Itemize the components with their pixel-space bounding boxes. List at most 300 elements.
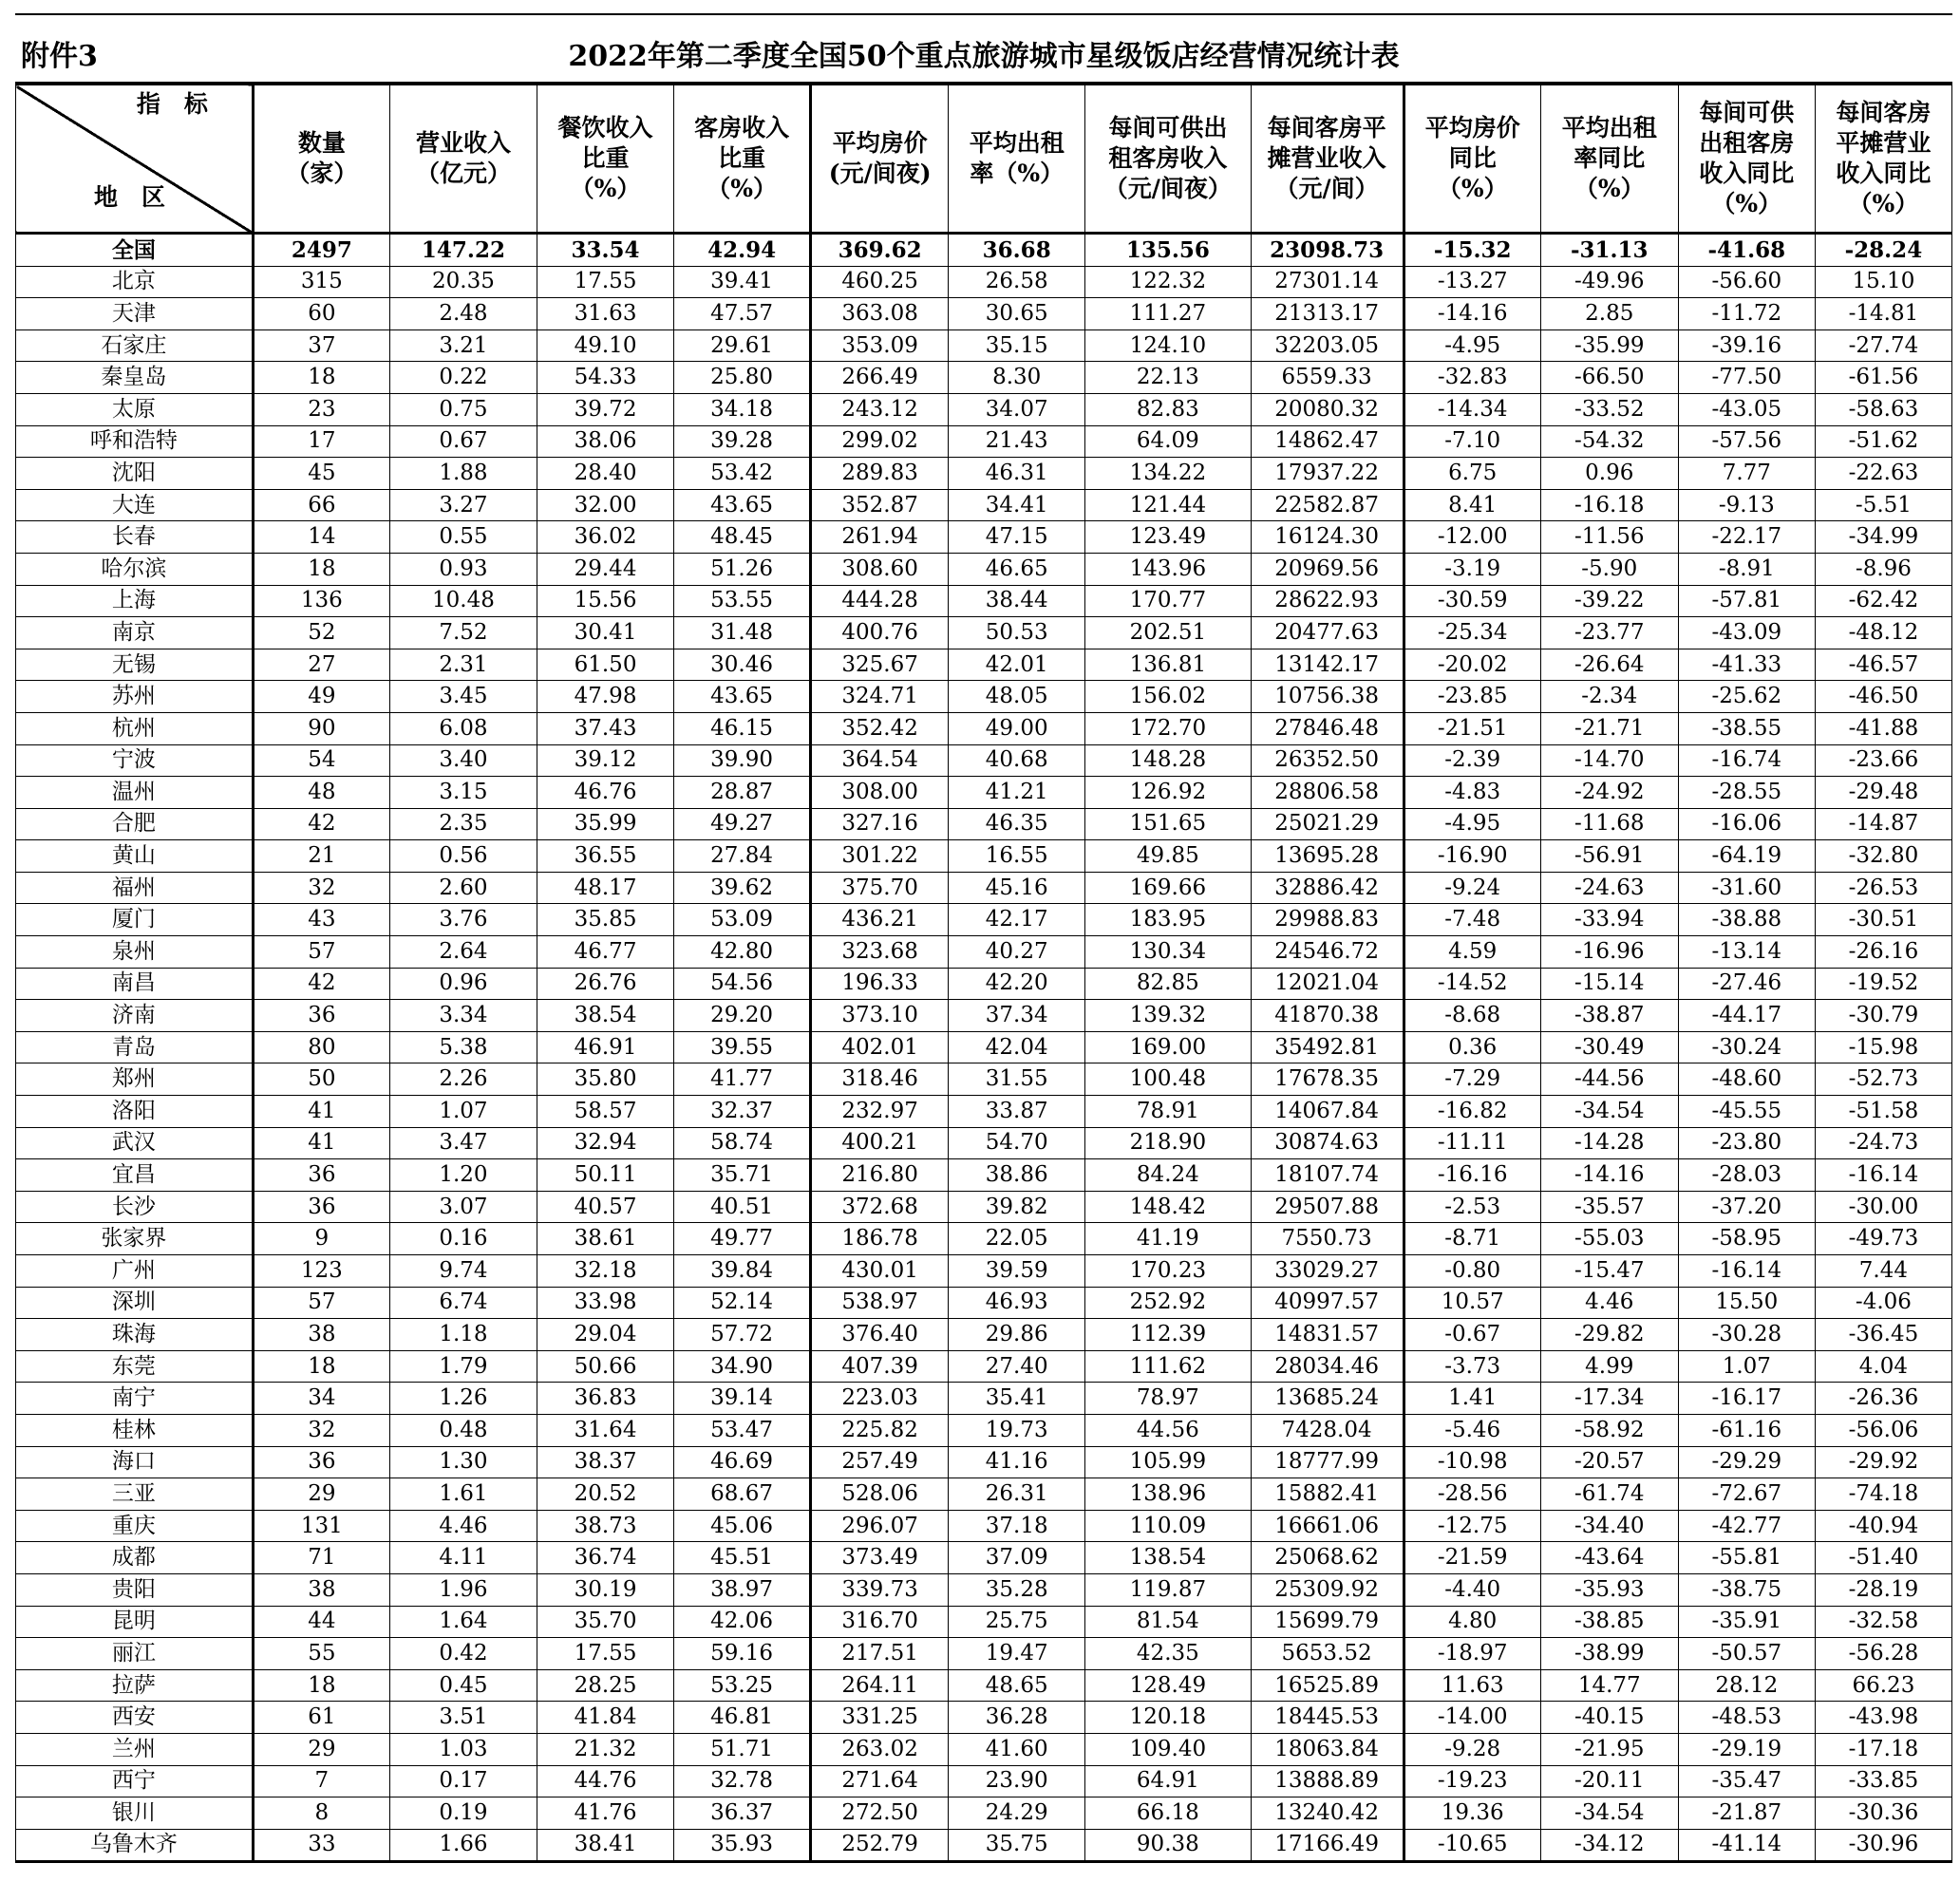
value-cell: 32.00 xyxy=(537,489,674,521)
value-cell: 45.51 xyxy=(674,1542,811,1574)
value-cell: -77.50 xyxy=(1678,362,1815,394)
value-cell: 39.62 xyxy=(674,872,811,904)
value-cell: 51.26 xyxy=(674,553,811,585)
value-cell: -2.53 xyxy=(1404,1191,1540,1223)
value-cell: 216.80 xyxy=(811,1159,949,1192)
value-cell: 15699.79 xyxy=(1251,1606,1404,1638)
table-row xyxy=(16,1191,1952,1223)
value-cell: -30.24 xyxy=(1678,1031,1815,1063)
value-cell: -61.74 xyxy=(1540,1478,1678,1511)
value-cell: 2.60 xyxy=(389,872,537,904)
value-cell: 34.90 xyxy=(674,1350,811,1383)
value-cell: 34.07 xyxy=(949,393,1085,425)
value-cell: 373.49 xyxy=(811,1542,949,1574)
region-cell: 宁波 xyxy=(16,744,254,777)
document-page xyxy=(15,13,1952,1863)
table-row xyxy=(16,1096,1952,1128)
table-row xyxy=(16,585,1952,617)
value-cell: -16.82 xyxy=(1404,1096,1540,1128)
value-cell: 2497 xyxy=(253,234,389,267)
value-cell: 324.71 xyxy=(811,681,949,713)
value-cell: 22.13 xyxy=(1085,362,1251,394)
value-cell: 35.85 xyxy=(537,904,674,936)
value-cell: 31.48 xyxy=(674,617,811,649)
value-cell: 19.47 xyxy=(949,1638,1085,1670)
value-cell: 217.51 xyxy=(811,1638,949,1670)
value-cell: 252.79 xyxy=(811,1829,949,1862)
value-cell: -38.75 xyxy=(1678,1573,1815,1606)
value-cell: 21 xyxy=(253,840,389,873)
value-cell: 1.07 xyxy=(389,1096,537,1128)
table-row xyxy=(16,1638,1952,1670)
region-cell: 成都 xyxy=(16,1542,254,1574)
value-cell: 28.12 xyxy=(1678,1669,1815,1702)
value-cell: 37 xyxy=(253,329,389,362)
value-cell: -0.67 xyxy=(1404,1319,1540,1351)
value-cell: -23.85 xyxy=(1404,681,1540,713)
table-row xyxy=(16,777,1952,809)
value-cell: 78.97 xyxy=(1085,1383,1251,1415)
value-cell: -30.79 xyxy=(1815,1000,1951,1032)
value-cell: 327.16 xyxy=(811,808,949,840)
value-cell: 0.55 xyxy=(389,521,537,554)
value-cell: 90 xyxy=(253,712,389,744)
column-header: 平均出租 率同比 （%） xyxy=(1540,85,1678,234)
value-cell: 36.74 xyxy=(537,1542,674,1574)
value-cell: 31.55 xyxy=(949,1063,1085,1096)
value-cell: 36 xyxy=(253,1000,389,1032)
value-cell: 17166.49 xyxy=(1251,1829,1404,1862)
region-cell: 黄山 xyxy=(16,840,254,873)
value-cell: 84.24 xyxy=(1085,1159,1251,1192)
value-cell: -38.87 xyxy=(1540,1000,1678,1032)
value-cell: 45 xyxy=(253,458,389,490)
table-row xyxy=(16,1383,1952,1415)
value-cell: 41.60 xyxy=(949,1733,1085,1765)
value-cell: 36 xyxy=(253,1191,389,1223)
value-cell: 131 xyxy=(253,1510,389,1542)
value-cell: 38 xyxy=(253,1319,389,1351)
value-cell: -26.16 xyxy=(1815,936,1951,969)
value-cell: 7.52 xyxy=(389,617,537,649)
table-row xyxy=(16,521,1952,554)
value-cell: -15.47 xyxy=(1540,1255,1678,1288)
table-row xyxy=(16,712,1952,744)
region-cell: 南京 xyxy=(16,617,254,649)
value-cell: 42.06 xyxy=(674,1606,811,1638)
value-cell: -48.12 xyxy=(1815,617,1951,649)
value-cell: 38.73 xyxy=(537,1510,674,1542)
value-cell: 186.78 xyxy=(811,1223,949,1255)
value-cell: 38.97 xyxy=(674,1573,811,1606)
value-cell: 19.36 xyxy=(1404,1797,1540,1830)
value-cell: -35.47 xyxy=(1678,1765,1815,1797)
value-cell: -21.59 xyxy=(1404,1542,1540,1574)
value-cell: 18777.99 xyxy=(1251,1446,1404,1478)
value-cell: 27846.48 xyxy=(1251,712,1404,744)
value-cell: 169.00 xyxy=(1085,1031,1251,1063)
region-cell: 丽江 xyxy=(16,1638,254,1670)
value-cell: 2.26 xyxy=(389,1063,537,1096)
value-cell: 39.41 xyxy=(674,266,811,298)
region-cell: 秦皇岛 xyxy=(16,362,254,394)
value-cell: -24.63 xyxy=(1540,872,1678,904)
value-cell: 26.58 xyxy=(949,266,1085,298)
region-cell: 广州 xyxy=(16,1255,254,1288)
value-cell: -22.63 xyxy=(1815,458,1951,490)
value-cell: 121.44 xyxy=(1085,489,1251,521)
value-cell: 37.09 xyxy=(949,1542,1085,1574)
value-cell: 24546.72 xyxy=(1251,936,1404,969)
value-cell: 32.37 xyxy=(674,1096,811,1128)
value-cell: 32886.42 xyxy=(1251,872,1404,904)
column-header: 客房收入 比重 （%） xyxy=(674,85,811,234)
value-cell: 38.54 xyxy=(537,1000,674,1032)
value-cell: 19.73 xyxy=(949,1414,1085,1446)
value-cell: 296.07 xyxy=(811,1510,949,1542)
value-cell: 41.16 xyxy=(949,1446,1085,1478)
value-cell: 12021.04 xyxy=(1251,968,1404,1000)
table-row xyxy=(16,1510,1952,1542)
value-cell: 25.75 xyxy=(949,1606,1085,1638)
value-cell: 17.55 xyxy=(537,266,674,298)
value-cell: 120.18 xyxy=(1085,1702,1251,1734)
value-cell: 369.62 xyxy=(811,234,949,267)
value-cell: 0.45 xyxy=(389,1669,537,1702)
value-cell: -16.96 xyxy=(1540,936,1678,969)
value-cell: 170.77 xyxy=(1085,585,1251,617)
value-cell: 33.98 xyxy=(537,1287,674,1319)
value-cell: 13888.89 xyxy=(1251,1765,1404,1797)
value-cell: 39.14 xyxy=(674,1383,811,1415)
value-cell: 52 xyxy=(253,617,389,649)
value-cell: 18 xyxy=(253,1669,389,1702)
value-cell: 38.41 xyxy=(537,1829,674,1862)
value-cell: 46.81 xyxy=(674,1702,811,1734)
value-cell: -35.93 xyxy=(1540,1573,1678,1606)
value-cell: -48.60 xyxy=(1678,1063,1815,1096)
value-cell: 36.55 xyxy=(537,840,674,873)
value-cell: 3.40 xyxy=(389,744,537,777)
page-title: 2022年第二季度全国50个重点旅游城市星级饭店经营情况统计表 xyxy=(568,40,1400,73)
value-cell: 148.28 xyxy=(1085,744,1251,777)
value-cell: -21.51 xyxy=(1404,712,1540,744)
value-cell: 42 xyxy=(253,968,389,1000)
value-cell: 13695.28 xyxy=(1251,840,1404,873)
value-cell: 57 xyxy=(253,936,389,969)
value-cell: 66 xyxy=(253,489,389,521)
table-row xyxy=(16,1319,1952,1351)
table-row xyxy=(16,936,1952,969)
value-cell: -36.45 xyxy=(1815,1319,1951,1351)
table-row xyxy=(16,393,1952,425)
value-cell: 257.49 xyxy=(811,1446,949,1478)
value-cell: 14831.57 xyxy=(1251,1319,1404,1351)
table-row xyxy=(16,1127,1952,1159)
value-cell: -45.55 xyxy=(1678,1096,1815,1128)
value-cell: 35.80 xyxy=(537,1063,674,1096)
value-cell: 45.06 xyxy=(674,1510,811,1542)
value-cell: -9.13 xyxy=(1678,489,1815,521)
value-cell: -20.02 xyxy=(1404,649,1540,681)
value-cell: 18 xyxy=(253,553,389,585)
value-cell: 18063.84 xyxy=(1251,1733,1404,1765)
value-cell: 48.17 xyxy=(537,872,674,904)
value-cell: 1.88 xyxy=(389,458,537,490)
value-cell: -13.14 xyxy=(1678,936,1815,969)
value-cell: 17937.22 xyxy=(1251,458,1404,490)
value-cell: -4.83 xyxy=(1404,777,1540,809)
value-cell: -10.98 xyxy=(1404,1446,1540,1478)
table-row xyxy=(16,649,1952,681)
value-cell: 196.33 xyxy=(811,968,949,1000)
value-cell: 1.66 xyxy=(389,1829,537,1862)
value-cell: 4.46 xyxy=(389,1510,537,1542)
region-cell: 珠海 xyxy=(16,1319,254,1351)
value-cell: 71 xyxy=(253,1542,389,1574)
value-cell: -43.64 xyxy=(1540,1542,1678,1574)
value-cell: 37.43 xyxy=(537,712,674,744)
table-row xyxy=(16,1000,1952,1032)
value-cell: 3.21 xyxy=(389,329,537,362)
value-cell: -7.48 xyxy=(1404,904,1540,936)
value-cell: 36.83 xyxy=(537,1383,674,1415)
value-cell: 0.22 xyxy=(389,362,537,394)
value-cell: 407.39 xyxy=(811,1350,949,1383)
region-cell: 宜昌 xyxy=(16,1159,254,1192)
value-cell: 27301.14 xyxy=(1251,266,1404,298)
value-cell: 46.91 xyxy=(537,1031,674,1063)
value-cell: -13.27 xyxy=(1404,266,1540,298)
value-cell: 46.69 xyxy=(674,1446,811,1478)
value-cell: -56.06 xyxy=(1815,1414,1951,1446)
value-cell: 15.56 xyxy=(537,585,674,617)
value-cell: 32.18 xyxy=(537,1255,674,1288)
value-cell: 31.63 xyxy=(537,298,674,330)
value-cell: 61 xyxy=(253,1702,389,1734)
value-cell: -25.62 xyxy=(1678,681,1815,713)
table-row xyxy=(16,1829,1952,1862)
table-row xyxy=(16,1733,1952,1765)
region-cell: 苏州 xyxy=(16,681,254,713)
value-cell: 352.87 xyxy=(811,489,949,521)
table-row xyxy=(16,1797,1952,1830)
value-cell: 14.77 xyxy=(1540,1669,1678,1702)
table-row xyxy=(16,266,1952,298)
value-cell: 38.06 xyxy=(537,425,674,458)
region-cell: 银川 xyxy=(16,1797,254,1830)
value-cell: 64.91 xyxy=(1085,1765,1251,1797)
region-cell: 合肥 xyxy=(16,808,254,840)
value-cell: 28034.46 xyxy=(1251,1350,1404,1383)
value-cell: 50 xyxy=(253,1063,389,1096)
value-cell: -41.68 xyxy=(1678,234,1815,267)
value-cell: 49 xyxy=(253,681,389,713)
value-cell: 46.93 xyxy=(949,1287,1085,1319)
region-cell: 兰州 xyxy=(16,1733,254,1765)
value-cell: -28.24 xyxy=(1815,234,1951,267)
value-cell: 272.50 xyxy=(811,1797,949,1830)
value-cell: 123 xyxy=(253,1255,389,1288)
value-cell: -8.71 xyxy=(1404,1223,1540,1255)
value-cell: 1.79 xyxy=(389,1350,537,1383)
value-cell: 16124.30 xyxy=(1251,521,1404,554)
value-cell: 34 xyxy=(253,1383,389,1415)
value-cell: 30.46 xyxy=(674,649,811,681)
value-cell: 1.07 xyxy=(1678,1350,1815,1383)
value-cell: 223.03 xyxy=(811,1383,949,1415)
value-cell: -35.57 xyxy=(1540,1191,1678,1223)
value-cell: 8.41 xyxy=(1404,489,1540,521)
value-cell: 436.21 xyxy=(811,904,949,936)
value-cell: -14.28 xyxy=(1540,1127,1678,1159)
value-cell: 28.25 xyxy=(537,1669,674,1702)
value-cell: -19.23 xyxy=(1404,1765,1540,1797)
region-cell: 温州 xyxy=(16,777,254,809)
value-cell: 23.90 xyxy=(949,1765,1085,1797)
value-cell: -34.54 xyxy=(1540,1797,1678,1830)
value-cell: 39.72 xyxy=(537,393,674,425)
value-cell: -16.06 xyxy=(1678,808,1815,840)
value-cell: 352.42 xyxy=(811,712,949,744)
value-cell: 0.93 xyxy=(389,553,537,585)
column-header: 数量 （家） xyxy=(253,85,389,234)
value-cell: 14 xyxy=(253,521,389,554)
value-cell: 58.74 xyxy=(674,1127,811,1159)
value-cell: 136 xyxy=(253,585,389,617)
value-cell: 1.30 xyxy=(389,1446,537,1478)
value-cell: 27 xyxy=(253,649,389,681)
table-row xyxy=(16,1255,1952,1288)
value-cell: -29.82 xyxy=(1540,1319,1678,1351)
value-cell: 0.48 xyxy=(389,1414,537,1446)
value-cell: -4.95 xyxy=(1404,808,1540,840)
value-cell: 49.85 xyxy=(1085,840,1251,873)
value-cell: 112.39 xyxy=(1085,1319,1251,1351)
value-cell: 218.90 xyxy=(1085,1127,1251,1159)
value-cell: 46.35 xyxy=(949,808,1085,840)
region-cell: 武汉 xyxy=(16,1127,254,1159)
value-cell: -55.03 xyxy=(1540,1223,1678,1255)
value-cell: -23.77 xyxy=(1540,617,1678,649)
region-cell: 石家庄 xyxy=(16,329,254,362)
value-cell: 2.35 xyxy=(389,808,537,840)
value-cell: 39.59 xyxy=(949,1255,1085,1288)
value-cell: -38.99 xyxy=(1540,1638,1678,1670)
value-cell: -28.03 xyxy=(1678,1159,1815,1192)
value-cell: 36.02 xyxy=(537,521,674,554)
value-cell: 40.68 xyxy=(949,744,1085,777)
value-cell: -11.11 xyxy=(1404,1127,1540,1159)
value-cell: 0.17 xyxy=(389,1765,537,1797)
value-cell: 3.51 xyxy=(389,1702,537,1734)
value-cell: 40.57 xyxy=(537,1191,674,1223)
value-cell: 29.04 xyxy=(537,1319,674,1351)
value-cell: 50.53 xyxy=(949,617,1085,649)
value-cell: 325.67 xyxy=(811,649,949,681)
column-header: 营业收入 （亿元） xyxy=(389,85,537,234)
value-cell: 68.67 xyxy=(674,1478,811,1511)
value-cell: 35.71 xyxy=(674,1159,811,1192)
value-cell: 29.20 xyxy=(674,1000,811,1032)
value-cell: 64.09 xyxy=(1085,425,1251,458)
value-cell: -46.50 xyxy=(1815,681,1951,713)
value-cell: 49.27 xyxy=(674,808,811,840)
value-cell: -11.68 xyxy=(1540,808,1678,840)
value-cell: 460.25 xyxy=(811,266,949,298)
value-cell: 138.96 xyxy=(1085,1478,1251,1511)
table-row xyxy=(16,458,1952,490)
table-row xyxy=(16,298,1952,330)
value-cell: 444.28 xyxy=(811,585,949,617)
value-cell: -21.71 xyxy=(1540,712,1678,744)
region-cell: 桂林 xyxy=(16,1414,254,1446)
value-cell: -14.16 xyxy=(1404,298,1540,330)
value-cell: -44.56 xyxy=(1540,1063,1678,1096)
value-cell: 35.70 xyxy=(537,1606,674,1638)
value-cell: -30.96 xyxy=(1815,1829,1951,1862)
value-cell: 25021.29 xyxy=(1251,808,1404,840)
value-cell: -33.85 xyxy=(1815,1765,1951,1797)
value-cell: -38.55 xyxy=(1678,712,1815,744)
value-cell: -61.56 xyxy=(1815,362,1951,394)
value-cell: 46.65 xyxy=(949,553,1085,585)
table-row xyxy=(16,808,1952,840)
value-cell: 38 xyxy=(253,1573,389,1606)
value-cell: 53.47 xyxy=(674,1414,811,1446)
table-row xyxy=(16,553,1952,585)
value-cell: -51.40 xyxy=(1815,1542,1951,1574)
value-cell: -46.57 xyxy=(1815,649,1951,681)
value-cell: 243.12 xyxy=(811,393,949,425)
value-cell: -38.88 xyxy=(1678,904,1815,936)
region-cell: 张家界 xyxy=(16,1223,254,1255)
value-cell: 46.31 xyxy=(949,458,1085,490)
value-cell: 4.11 xyxy=(389,1542,537,1574)
value-cell: -34.12 xyxy=(1540,1829,1678,1862)
value-cell: 35.41 xyxy=(949,1383,1085,1415)
value-cell: 39.12 xyxy=(537,744,674,777)
table-row xyxy=(16,681,1952,713)
value-cell: 37.18 xyxy=(949,1510,1085,1542)
value-cell: -18.97 xyxy=(1404,1638,1540,1670)
column-header: 餐饮收入 比重 （%） xyxy=(537,85,674,234)
value-cell: 38.61 xyxy=(537,1223,674,1255)
value-cell: -30.00 xyxy=(1815,1191,1951,1223)
value-cell: 48.65 xyxy=(949,1669,1085,1702)
value-cell: 20969.56 xyxy=(1251,553,1404,585)
value-cell: 22.05 xyxy=(949,1223,1085,1255)
value-cell: 124.10 xyxy=(1085,329,1251,362)
value-cell: 25309.92 xyxy=(1251,1573,1404,1606)
indicator-label: 指 标 xyxy=(136,90,208,118)
value-cell: 0.16 xyxy=(389,1223,537,1255)
table-row xyxy=(16,329,1952,362)
value-cell: 32.94 xyxy=(537,1127,674,1159)
table-body xyxy=(16,234,1952,1862)
value-cell: -33.94 xyxy=(1540,904,1678,936)
value-cell: 39.90 xyxy=(674,744,811,777)
value-cell: 3.15 xyxy=(389,777,537,809)
value-cell: -41.33 xyxy=(1678,649,1815,681)
value-cell: 51.71 xyxy=(674,1733,811,1765)
value-cell: 45.16 xyxy=(949,872,1085,904)
value-cell: -26.36 xyxy=(1815,1383,1951,1415)
value-cell: -21.95 xyxy=(1540,1733,1678,1765)
value-cell: -17.34 xyxy=(1540,1383,1678,1415)
value-cell: 41.21 xyxy=(949,777,1085,809)
value-cell: -37.20 xyxy=(1678,1191,1815,1223)
